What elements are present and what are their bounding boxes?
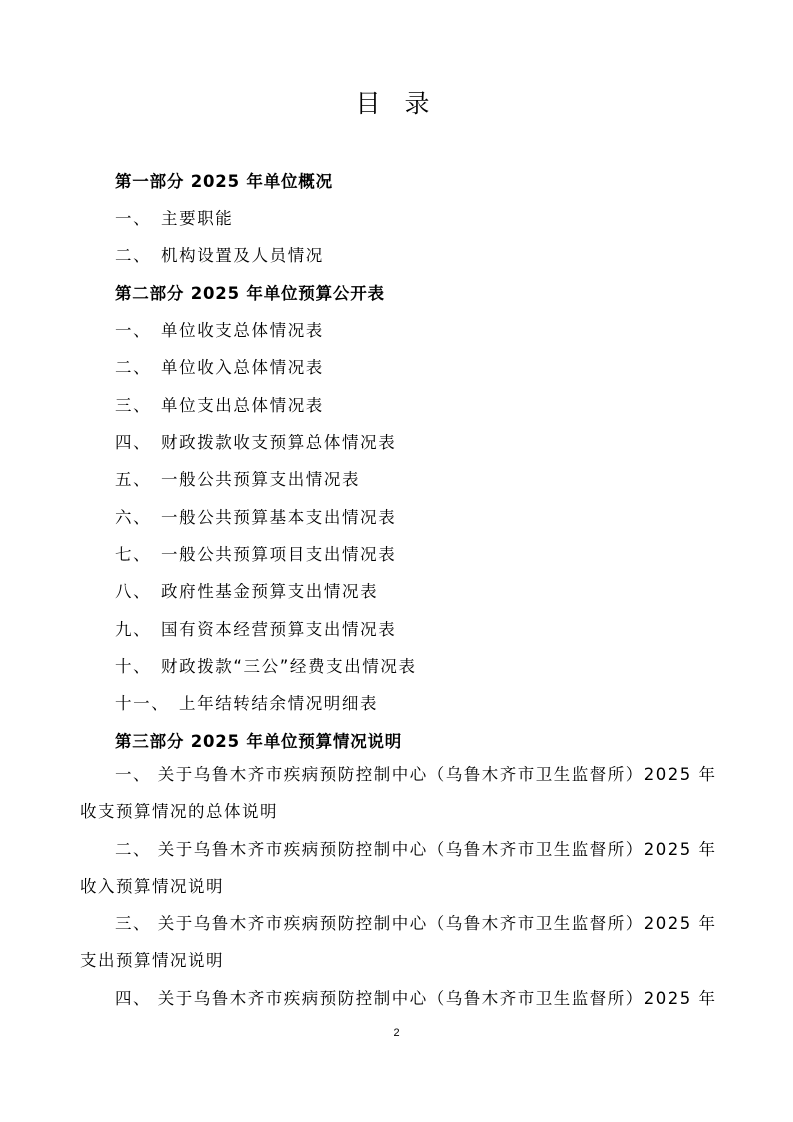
toc-item-label: 政府性基金预算支出情况表 xyxy=(161,582,379,601)
toc-item[interactable] xyxy=(115,616,396,640)
toc-item-number: 十一、 xyxy=(115,694,170,713)
toc-item-number: 一、 xyxy=(115,321,152,340)
toc-item-number: 二、 xyxy=(115,246,152,265)
toc-item[interactable] xyxy=(115,354,324,378)
toc-item[interactable] xyxy=(115,466,360,490)
toc-item[interactable] xyxy=(115,541,396,565)
toc-paragraph[interactable]: 三、 关于乌鲁木齐市疾病预防控制中心（乌鲁木齐市卫生监督所）2025 年支出预算情况说明 xyxy=(80,914,717,970)
toc-item[interactable] xyxy=(115,578,378,602)
toc-item[interactable] xyxy=(115,653,417,677)
toc-item-label: 单位支出总体情况表 xyxy=(161,396,324,415)
part3-heading[interactable]: 第三部分 2025 年单位预算情况说明 xyxy=(115,732,403,751)
toc-item[interactable] xyxy=(115,317,324,341)
toc-item-number: 十、 xyxy=(115,657,152,676)
toc-item-number: 四、 xyxy=(115,433,152,452)
toc-item-number: 一、 xyxy=(115,209,152,228)
toc-item-number: 六、 xyxy=(115,508,152,527)
part1-heading[interactable]: 第一部分 2025 年单位概况 xyxy=(115,172,333,191)
toc-item[interactable] xyxy=(115,205,233,229)
toc-item-label: 一般公共预算项目支出情况表 xyxy=(161,545,397,564)
toc-item[interactable] xyxy=(115,690,378,714)
toc-item-number: 五、 xyxy=(115,470,152,489)
toc-item[interactable] xyxy=(115,242,324,266)
part2-heading[interactable]: 第二部分 2025 年单位预算公开表 xyxy=(115,284,385,303)
toc-item-label: 国有资本经营预算支出情况表 xyxy=(161,620,397,639)
toc-item-label: 单位收支总体情况表 xyxy=(161,321,324,340)
toc-paragraph[interactable]: 一、 关于乌鲁木齐市疾病预防控制中心（乌鲁木齐市卫生监督所）2025 年收支预算情况的总体说明 xyxy=(80,765,717,821)
toc-item[interactable] xyxy=(115,429,396,453)
toc-item-label: 机构设置及人员情况 xyxy=(161,246,324,265)
toc-item[interactable] xyxy=(115,504,396,528)
toc-item-label: 一般公共预算基本支出情况表 xyxy=(161,508,397,527)
toc-item-label: 财政拨款收支预算总体情况表 xyxy=(161,433,397,452)
toc-item-label: 单位收入总体情况表 xyxy=(161,358,324,377)
toc-item-number: 三、 xyxy=(115,396,152,415)
toc-item[interactable] xyxy=(115,392,324,416)
page-number: 2 xyxy=(393,1027,400,1039)
toc-item-number: 二、 xyxy=(115,358,152,377)
toc-item-label: 财政拨款“三公”经费支出情况表 xyxy=(161,657,417,676)
toc-item-number: 九、 xyxy=(115,620,152,639)
page-title: 目 录 xyxy=(355,89,438,118)
toc-paragraph[interactable]: 四、 关于乌鲁木齐市疾病预防控制中心（乌鲁木齐市卫生监督所）2025 年 xyxy=(115,989,717,1008)
toc-item-number: 七、 xyxy=(115,545,152,564)
toc-paragraph[interactable]: 二、 关于乌鲁木齐市疾病预防控制中心（乌鲁木齐市卫生监督所）2025 年收入预算情况说明 xyxy=(80,840,717,896)
toc-item-label: 一般公共预算支出情况表 xyxy=(161,470,361,489)
toc-item-label: 主要职能 xyxy=(161,209,234,228)
toc-item-label: 上年结转结余情况明细表 xyxy=(179,694,379,713)
toc-item-number: 八、 xyxy=(115,582,152,601)
